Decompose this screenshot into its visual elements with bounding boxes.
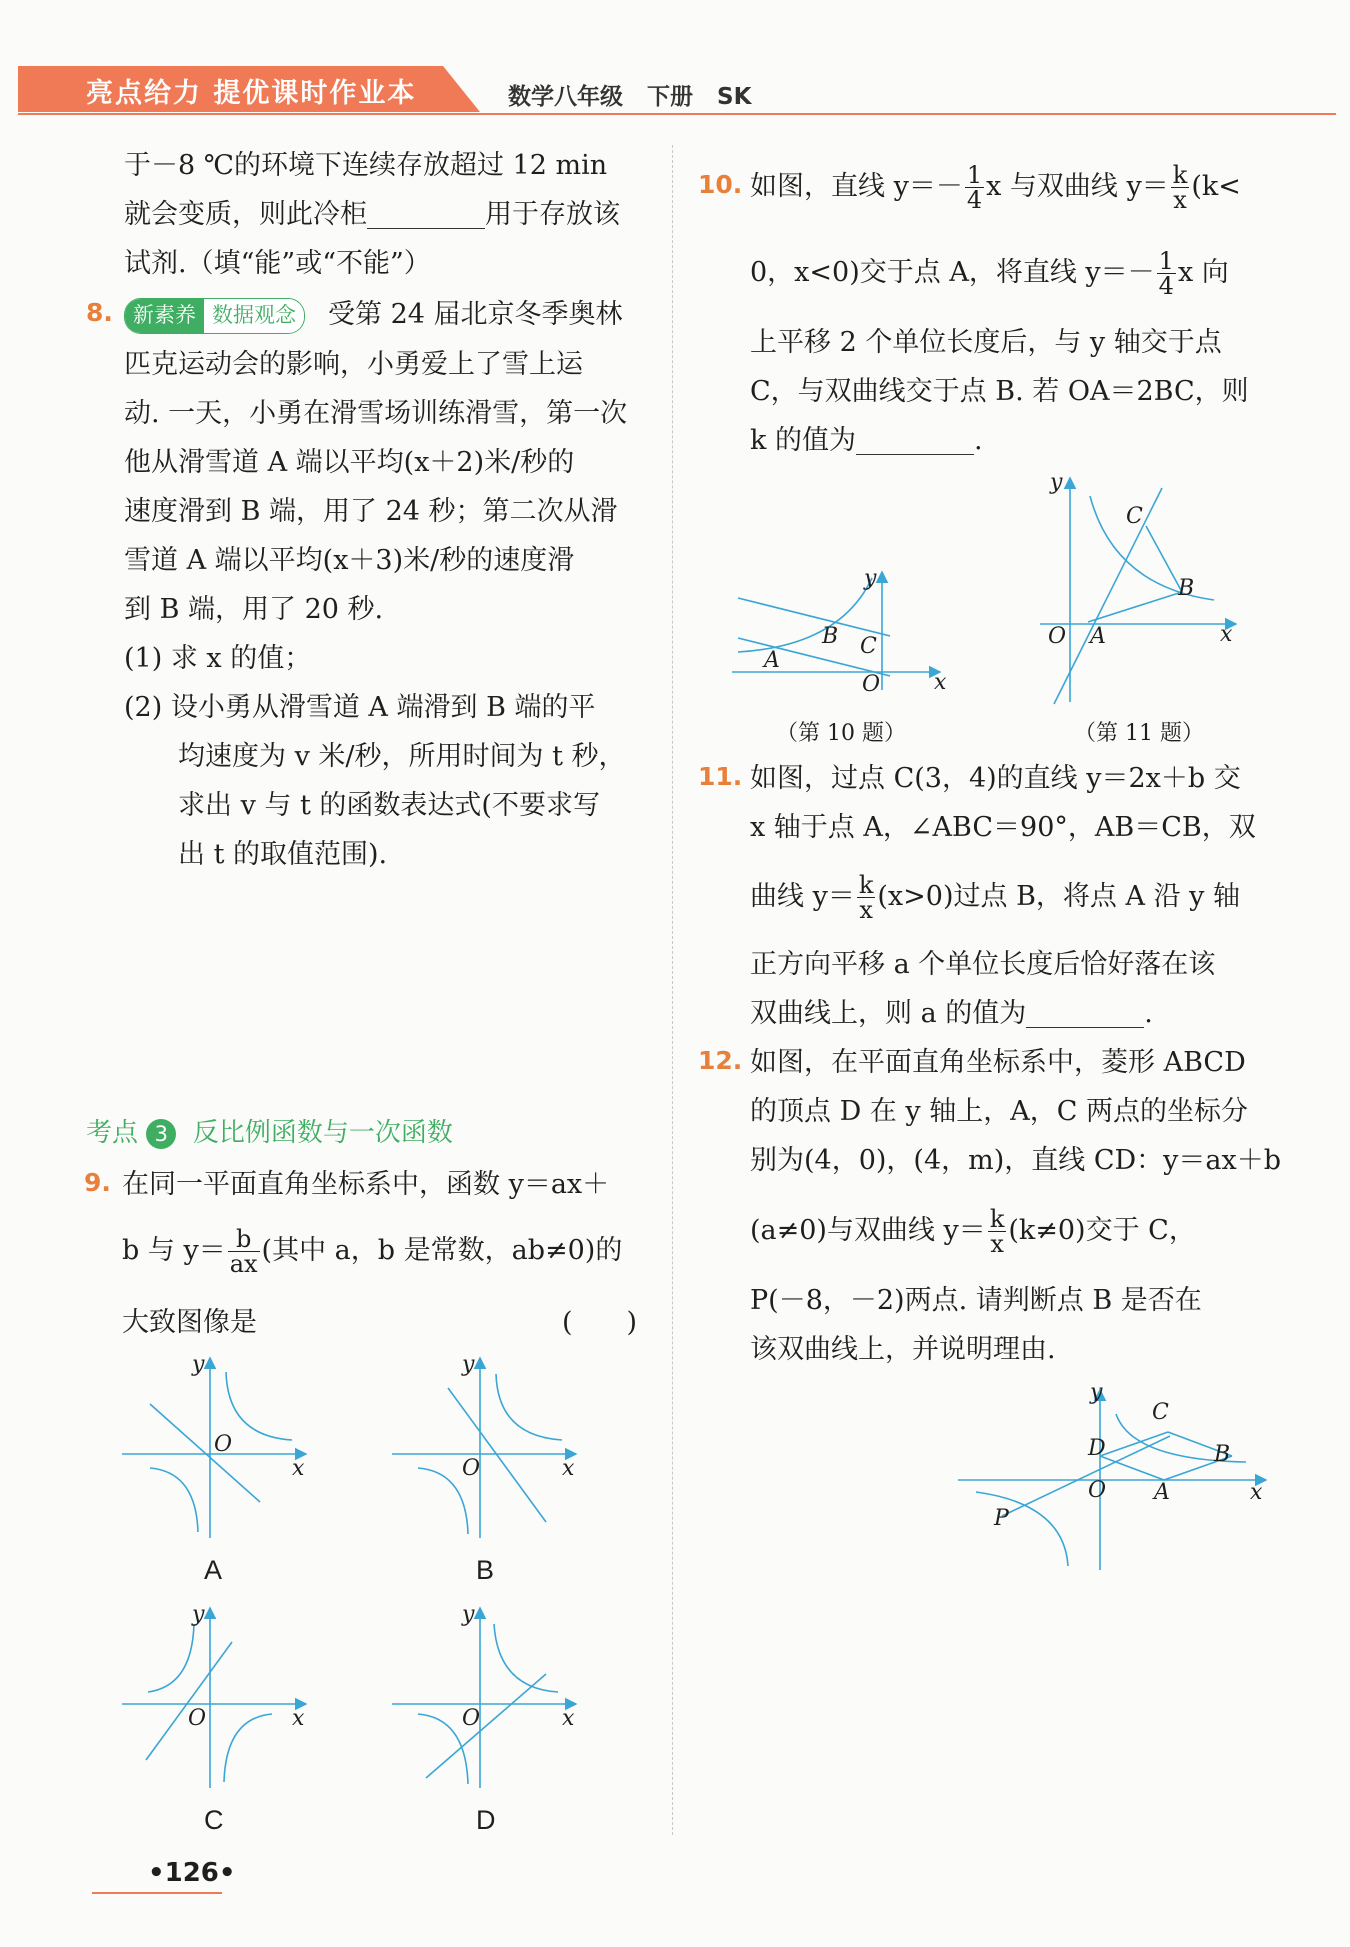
- question-number-8: 8.: [86, 298, 113, 327]
- fig12-b: B: [1214, 1442, 1231, 1467]
- q8-part2-line: 均速度为 v 米/秒，所用时间为 t 秒，: [178, 741, 626, 772]
- axis-label-y: y: [192, 1602, 205, 1627]
- fig12-o: O: [1088, 1478, 1107, 1503]
- q12-line2: 的顶点 D 在 y 轴上，A，C 两点的坐标分: [750, 1096, 1248, 1127]
- option-c-label[interactable]: C: [204, 1805, 224, 1835]
- origin-label: O: [188, 1706, 207, 1731]
- axis-label-y: y: [462, 1352, 475, 1377]
- answer-paren[interactable]: ( ): [562, 1307, 638, 1338]
- option-d-label[interactable]: D: [476, 1805, 496, 1835]
- option-b-graph[interactable]: [390, 1352, 580, 1542]
- fig10-a: A: [764, 648, 780, 673]
- fig12-a: A: [1154, 1480, 1170, 1505]
- q9-line1: 在同一平面直角坐标系中，函数 y＝ax＋: [122, 1169, 610, 1200]
- q8-line: 匹克运动会的影响，小勇爱上了雪上运: [124, 349, 583, 380]
- figure-10: [730, 566, 950, 696]
- q10-line2: 0，x<0)交于点 A，将直线 y＝－ $\frac{1}{4}$ x 向: [750, 247, 1229, 300]
- question-number-10: 10.: [698, 170, 743, 199]
- option-d-graph[interactable]: [390, 1602, 580, 1792]
- fig11-y: y: [1050, 470, 1063, 495]
- fig10-caption: （第 10 题）: [776, 721, 906, 746]
- option-b-label[interactable]: B: [476, 1555, 495, 1585]
- q12-line4: (a≠0)与双曲线 y＝ $\frac{k}{x}$ (k≠0)交于 C，: [750, 1205, 1196, 1258]
- fig12-y: y: [1090, 1380, 1103, 1405]
- fig12-p: P: [994, 1506, 1009, 1531]
- question-number-9: 9.: [84, 1168, 111, 1197]
- axis-label-x: x: [562, 1456, 575, 1481]
- q8-part2-line: 出 t 的取值范围).: [178, 839, 388, 870]
- answer-blank[interactable]: [1026, 995, 1144, 1028]
- q8-line: 他从滑雪道 A 端以平均(x＋2)米/秒的: [124, 447, 575, 478]
- q12-line3: 别为(4，0)，(4，m)，直线 CD：y＝ax＋b: [750, 1145, 1282, 1176]
- axis-label-y: y: [192, 1352, 205, 1377]
- q8-part2: (2) 设小勇从滑雪道 A 端滑到 B 端的平: [124, 692, 596, 723]
- question-number-12: 12.: [698, 1046, 743, 1075]
- fig11-caption: （第 11 题）: [1074, 721, 1204, 746]
- q11-line3: 曲线 y＝ $\frac{k}{x}$ (x>0)过点 B，将点 A 沿 y 轴: [750, 871, 1240, 924]
- fig10-y: y: [864, 566, 877, 591]
- q12-line5: P(－8，－2)两点. 请判断点 B 是否在: [750, 1285, 1202, 1316]
- fig11-b: B: [1178, 576, 1195, 601]
- page-number: •126•: [148, 1858, 236, 1888]
- axis-label-x: x: [292, 1706, 305, 1731]
- q8-line: 受第 24 届北京冬季奥林: [328, 299, 623, 330]
- q10-line4: C，与双曲线交于点 B. 若 OA＝2BC，则: [750, 376, 1249, 407]
- fig12-c: C: [1152, 1400, 1169, 1425]
- q7-line1: 于－8 ℃的环境下连续存放超过 12 min: [124, 150, 608, 181]
- book-title: 亮点给力 提优课时作业本: [86, 78, 417, 109]
- axis-label-x: x: [292, 1456, 305, 1481]
- axis-label-x: x: [562, 1706, 575, 1731]
- origin-label: O: [462, 1706, 481, 1731]
- q10-line3: 上平移 2 个单位长度后，与 y 轴交于点: [750, 327, 1222, 358]
- q12-line1: 如图，在平面直角坐标系中，菱形 ABCD: [750, 1047, 1246, 1078]
- origin-label: O: [462, 1456, 481, 1481]
- fig10-x: x: [934, 670, 947, 695]
- q8-part2-line: 求出 v 与 t 的函数表达式(不要求写: [178, 790, 600, 821]
- fig12-d: D: [1088, 1436, 1106, 1461]
- q7-line2: 就会变质，则此冷柜 用于存放该: [124, 190, 620, 239]
- literacy-badge: 新素养 数据观念: [124, 298, 305, 334]
- section-heading: 考点 3 反比例函数与一次函数: [86, 1118, 453, 1148]
- header-rule: [18, 113, 1336, 115]
- q9-line3: 大致图像是: [122, 1307, 257, 1338]
- q11-line4: 正方向平移 a 个单位长度后恰好落在该: [750, 949, 1216, 980]
- option-c-graph[interactable]: [120, 1602, 310, 1792]
- figure-12: [956, 1386, 1276, 1576]
- answer-blank[interactable]: [367, 196, 485, 229]
- question-number-11: 11.: [698, 762, 743, 791]
- q11-line2: x 轴于点 A，∠ABC＝90°，AB＝CB，双: [750, 812, 1256, 843]
- q11-line5: 双曲线上，则 a 的值为 .: [750, 989, 1153, 1038]
- q8-line: 动. 一天，小勇在滑雪场训练滑雪，第一次: [124, 398, 628, 429]
- fig10-b: B: [822, 624, 839, 649]
- q8-line: 到 B 端，用了 20 秒.: [124, 594, 384, 625]
- q8-line: 速度滑到 B 端，用了 24 秒；第二次从滑: [124, 496, 618, 527]
- q12-line6: 该双曲线上，并说明理由.: [750, 1334, 1056, 1365]
- q9-line2: b 与 y＝ $\frac{b}{ax}$ (其中 a，b 是常数，ab≠0)的: [122, 1225, 623, 1278]
- origin-label: O: [214, 1432, 233, 1457]
- fig10-c: C: [860, 634, 877, 659]
- fig11-c: C: [1126, 504, 1143, 529]
- column-divider: [672, 145, 673, 1835]
- fig12-x: x: [1250, 1480, 1263, 1505]
- fig11-a: A: [1090, 624, 1106, 649]
- q7-line3: 试剂.（填“能”或“不能”）: [124, 248, 431, 279]
- page-number-rule: [92, 1892, 222, 1894]
- answer-blank[interactable]: [856, 422, 974, 455]
- option-a-label[interactable]: A: [204, 1555, 223, 1585]
- q10-line1: 如图，直线 y＝－ $\frac{1}{4}$ x 与双曲线 y＝ $\frac{k}{x}$ (k<: [750, 161, 1241, 214]
- fig11-o: O: [1048, 624, 1067, 649]
- q11-line1: 如图，过点 C(3，4)的直线 y＝2x＋b 交: [750, 763, 1241, 794]
- fig11-x: x: [1220, 622, 1233, 647]
- book-subject: 数学八年级 下册 SK: [508, 84, 752, 110]
- q8-line: 雪道 A 端以平均(x＋3)米/秒的速度滑: [124, 545, 575, 576]
- q10-line5: k 的值为 .: [750, 416, 983, 465]
- fig10-o: O: [862, 672, 881, 697]
- axis-label-y: y: [462, 1602, 475, 1627]
- q8-part1: (1) 求 x 的值；: [124, 643, 312, 674]
